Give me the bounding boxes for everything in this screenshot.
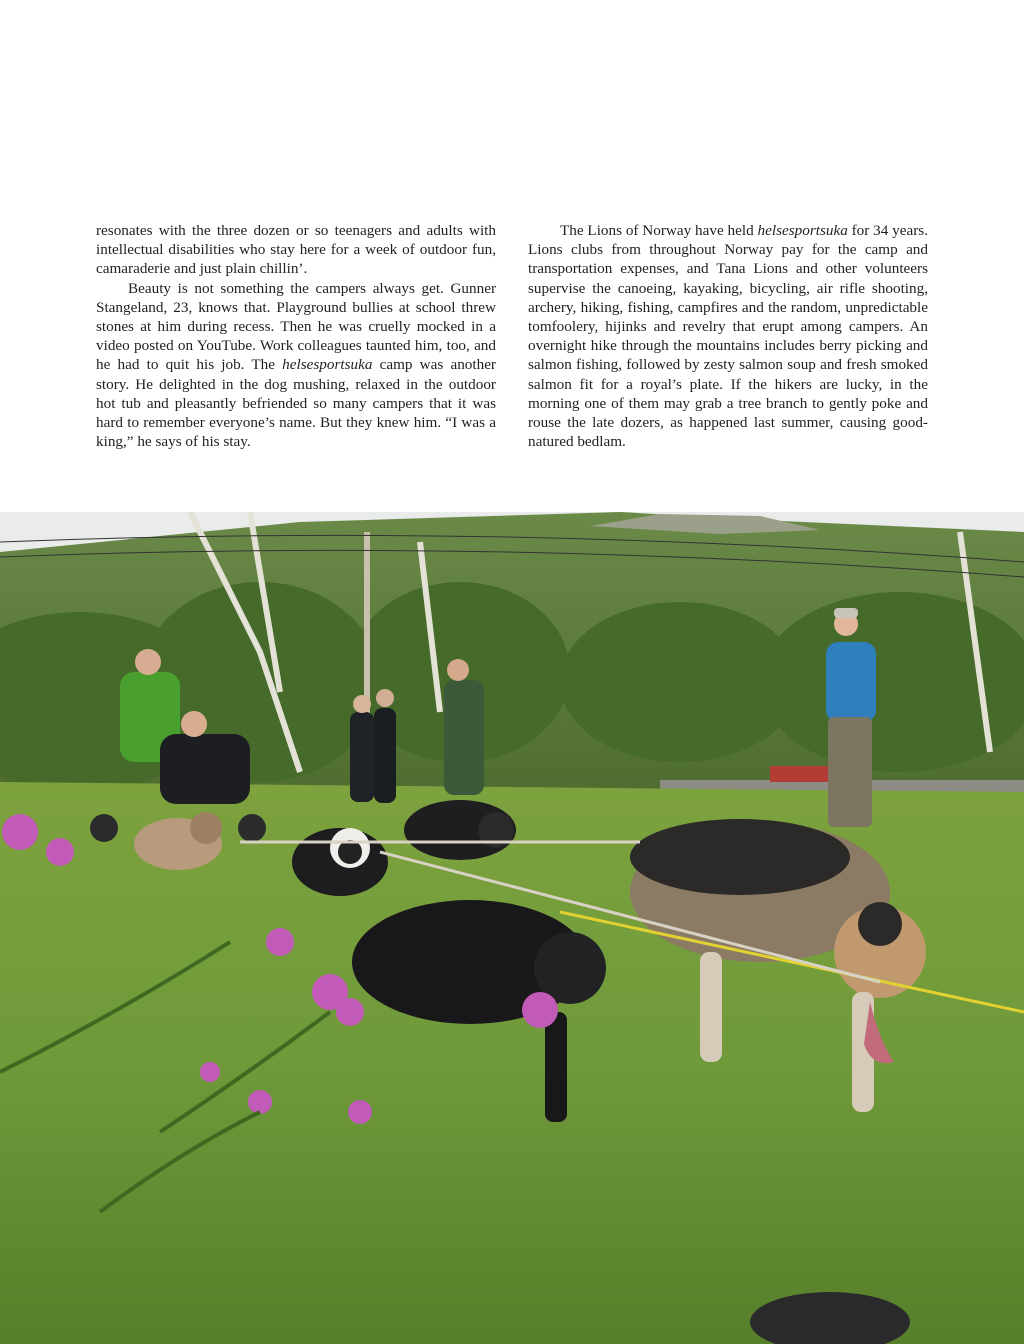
right-paragraph-1-italic: helsesportsuka: [757, 222, 848, 239]
right-paragraph-1-text-b: for 34 years. Lions clubs from throughout Norway pay for the camp and transportation expenses, and Tana Lions and other volunteers supervise the canoeing, kayaking, bicycling, air rifle shooting, archery, hiking, fishing, campfires and the random, unpredictable tomfoolery, hijinks and revelry that erupt among campers. An overnight hike through the mountains includes berry picking and salmon fishing, followed by zesty salmon soup and fresh smoked salmon fit for a royal’s plate. If the hikers are lucky, in the morning one of them may grab a tree branch to gently poke and rouse the late dozers, as happened last summer, causing good-natured bedlam.: [528, 222, 928, 451]
right-paragraph-1: [528, 221, 928, 451]
red-bench: [770, 766, 830, 782]
left-paragraph-1: resonates with the three dozen or so teenagers and adults with intellectual disabilities who stay here for a week of outdoor fun, camaraderie and just plain chillin’.: [96, 222, 496, 278]
left-paragraph-2-italic: helsesportsuka: [282, 356, 373, 374]
left-text-column: [96, 221, 496, 451]
left-paragraph-2: [96, 279, 496, 452]
left-paragraph-2-text-b: camp was another story. He delighted in the dog mushing, relaxed in the outdoor hot tub and pleasantly befriended so many campers that it was hard to remember everyone’s name. But they knew him. “I was a king,” he says of his stay.: [96, 356, 496, 451]
right-text-column: [528, 221, 928, 451]
dog-black-white: [292, 828, 388, 896]
sled-dogs-photo: [0, 512, 1024, 1344]
right-paragraph-1-text-a: The Lions of Norway have held: [560, 222, 758, 239]
left-paragraph-2-text-a: Beauty is not something the campers always get. Gunner Stangeland, 23, knows that. Playground bullies at school threw stones at him during recess. Then he was cruelly mocked in a video posted on YouTube. Work colleagues taunted him, too, and he had to quit his job. The: [96, 279, 496, 374]
dog-black-center-back: [404, 800, 516, 860]
